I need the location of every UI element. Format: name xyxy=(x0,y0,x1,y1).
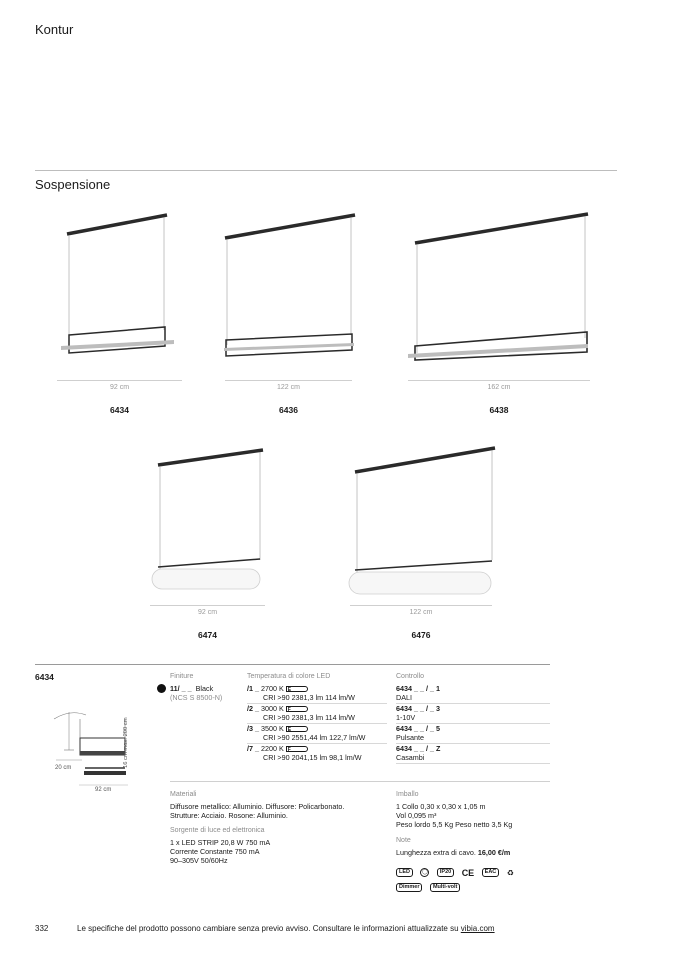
finish-row xyxy=(170,684,222,702)
control-row xyxy=(396,684,440,702)
diagram-width-label: 92 cm xyxy=(95,787,112,793)
control-row xyxy=(396,744,440,762)
led-badge: LED xyxy=(396,868,413,877)
temperature-row xyxy=(247,684,387,702)
light-source-header: Sorgente di luce ed elettronica xyxy=(170,827,265,834)
temperature-row xyxy=(247,704,387,722)
finish-name: Black xyxy=(195,684,214,693)
energy-class-icon xyxy=(286,726,308,732)
temperature-row xyxy=(247,724,387,742)
temp-cri: CRI >90 2551,44 lm 122,7 lm/W xyxy=(263,733,366,742)
materials-header: Materiali xyxy=(170,791,197,798)
width-label-6476: 122 cm xyxy=(409,609,433,616)
control-code: 6434 _ _ / _ 5 xyxy=(396,724,440,733)
materials-line: Strutture: Acciaio. Rosone: Alluminio. xyxy=(170,811,288,820)
materials-line: Diffusore metallico: Alluminio. Diffusore: Policarbonato. xyxy=(170,802,345,811)
temperature-row xyxy=(247,744,387,762)
temperature-header: Temperatura di colore LED xyxy=(247,673,331,680)
spec-divider xyxy=(35,664,550,665)
temp-cri: CRI >90 2381,3 lm 114 lm/W xyxy=(263,713,355,722)
width-label-6474: 92 cm xyxy=(197,609,218,616)
product-code-6474: 6474 xyxy=(198,630,217,640)
section-title: Sospensione xyxy=(35,177,111,192)
globe-icon: ◯ xyxy=(422,869,428,876)
temp-kelvin: 3000 K xyxy=(261,704,284,713)
width-label-6434: 92 cm xyxy=(109,384,130,391)
packaging-line: Peso lordo 5,5 Kg Peso netto 3,5 Kg xyxy=(396,820,513,829)
notes-price: 16,00 €/m xyxy=(477,848,511,857)
notes-text xyxy=(396,848,510,857)
control-header: Controllo xyxy=(396,673,425,680)
page-number: 332 xyxy=(35,924,49,933)
product-code-6438: 6438 xyxy=(489,405,509,415)
spec-subdivider xyxy=(170,781,550,782)
product-code-6434: 6434 xyxy=(110,405,129,415)
dimmer-badge: Dimmer xyxy=(396,883,422,892)
control-code: 6434 _ _ / _ 3 xyxy=(396,704,440,713)
diagram-depth-label: 20 cm xyxy=(55,765,72,771)
control-code: 6434 _ _ / _ Z xyxy=(396,744,441,753)
finish-ncs: (NCS S 8500-N) xyxy=(170,693,223,702)
temp-code: /7 _ xyxy=(247,744,259,753)
width-label-6438: 162 cm xyxy=(487,384,511,391)
temp-code: /1 _ xyxy=(247,684,259,693)
product-code-6476: 6476 xyxy=(411,630,431,640)
footer-text: Le specifiche del prodotto possono cambiare senza previo avviso. Consultare le informazioni attualizzate su xyxy=(77,924,459,933)
energy-class-letter: E xyxy=(287,687,292,694)
control-row xyxy=(396,704,440,722)
control-code: 6434 _ _ / _ 1 xyxy=(396,684,440,693)
footer-disclaimer xyxy=(77,924,495,933)
packaging-line: Vol 0,095 m³ xyxy=(396,811,437,820)
dimension-line xyxy=(150,605,265,606)
badge-row xyxy=(396,879,463,897)
control-name: Casambi xyxy=(396,753,425,762)
black-finish-swatch xyxy=(157,684,166,693)
light-source-line: 1 x LED STRIP 20,8 W 750 mA xyxy=(170,838,271,847)
temp-code: /3 _ xyxy=(247,724,259,733)
light-source-line: 90–305V 50/60Hz xyxy=(170,856,228,865)
temp-kelvin: 2700 K xyxy=(261,684,284,693)
energy-class-icon xyxy=(286,706,308,712)
temp-cri: CRI >90 2041,15 lm 98,1 lm/W xyxy=(263,753,362,762)
diagram-height-label: 16 cm max. 200 cm xyxy=(123,717,129,768)
product-illustration-6434 xyxy=(57,210,182,360)
brand-title: Kontur xyxy=(35,22,74,37)
finishes-header: Finiture xyxy=(170,673,194,680)
vibia-link[interactable]: vibia.com xyxy=(460,924,495,933)
packaging-header: Imballo xyxy=(396,791,419,798)
materials-text xyxy=(170,802,344,820)
eac-badge: EAC xyxy=(482,868,500,877)
packaging-text xyxy=(396,802,512,829)
temp-code: /2 _ xyxy=(247,704,259,713)
product-illustration-6436 xyxy=(220,210,360,360)
spec-code: 6434 xyxy=(35,672,54,682)
recycling-icon: ♻ xyxy=(506,868,514,878)
energy-class-icon xyxy=(286,686,308,692)
control-name: 1-10V xyxy=(396,713,416,722)
finish-code: 11/ _ _ xyxy=(170,684,192,693)
section-divider xyxy=(35,170,617,171)
temp-kelvin: 2200 K xyxy=(261,744,284,753)
row-separator xyxy=(396,763,550,764)
dimension-line xyxy=(408,380,590,381)
control-row xyxy=(396,724,440,742)
product-code-6436: 6436 xyxy=(279,405,298,415)
packaging-line: 1 Collo 0,30 x 0,30 x 1,05 m xyxy=(396,802,486,811)
temp-cri: CRI >90 2381,3 lm 114 lm/W xyxy=(263,693,355,702)
energy-class-letter: F xyxy=(287,707,291,714)
energy-class-letter: F xyxy=(287,747,291,754)
control-name: Pulsante xyxy=(396,733,424,742)
dimension-line xyxy=(350,605,492,606)
energy-class-letter: E xyxy=(287,727,292,734)
product-illustration-6474 xyxy=(148,445,268,595)
dimension-line xyxy=(225,380,352,381)
width-label-6436: 122 cm xyxy=(277,384,300,391)
multivolt-badge: Multi-volt xyxy=(430,883,460,892)
control-name: DALI xyxy=(396,693,412,702)
ce-mark-icon: CE xyxy=(461,867,475,878)
temp-kelvin: 3500 K xyxy=(261,724,284,733)
dimension-line xyxy=(57,380,182,381)
notes-line: Lunghezza extra di cavo. xyxy=(396,848,476,857)
notes-header: Note xyxy=(396,837,411,844)
light-source-line: Corrente Constante 750 mA xyxy=(170,847,260,856)
product-illustration-6438 xyxy=(405,208,595,366)
product-illustration-6476 xyxy=(345,440,500,600)
light-source-text xyxy=(170,838,270,865)
ip20-badge: IP20 xyxy=(437,868,454,877)
energy-class-icon xyxy=(286,746,308,752)
